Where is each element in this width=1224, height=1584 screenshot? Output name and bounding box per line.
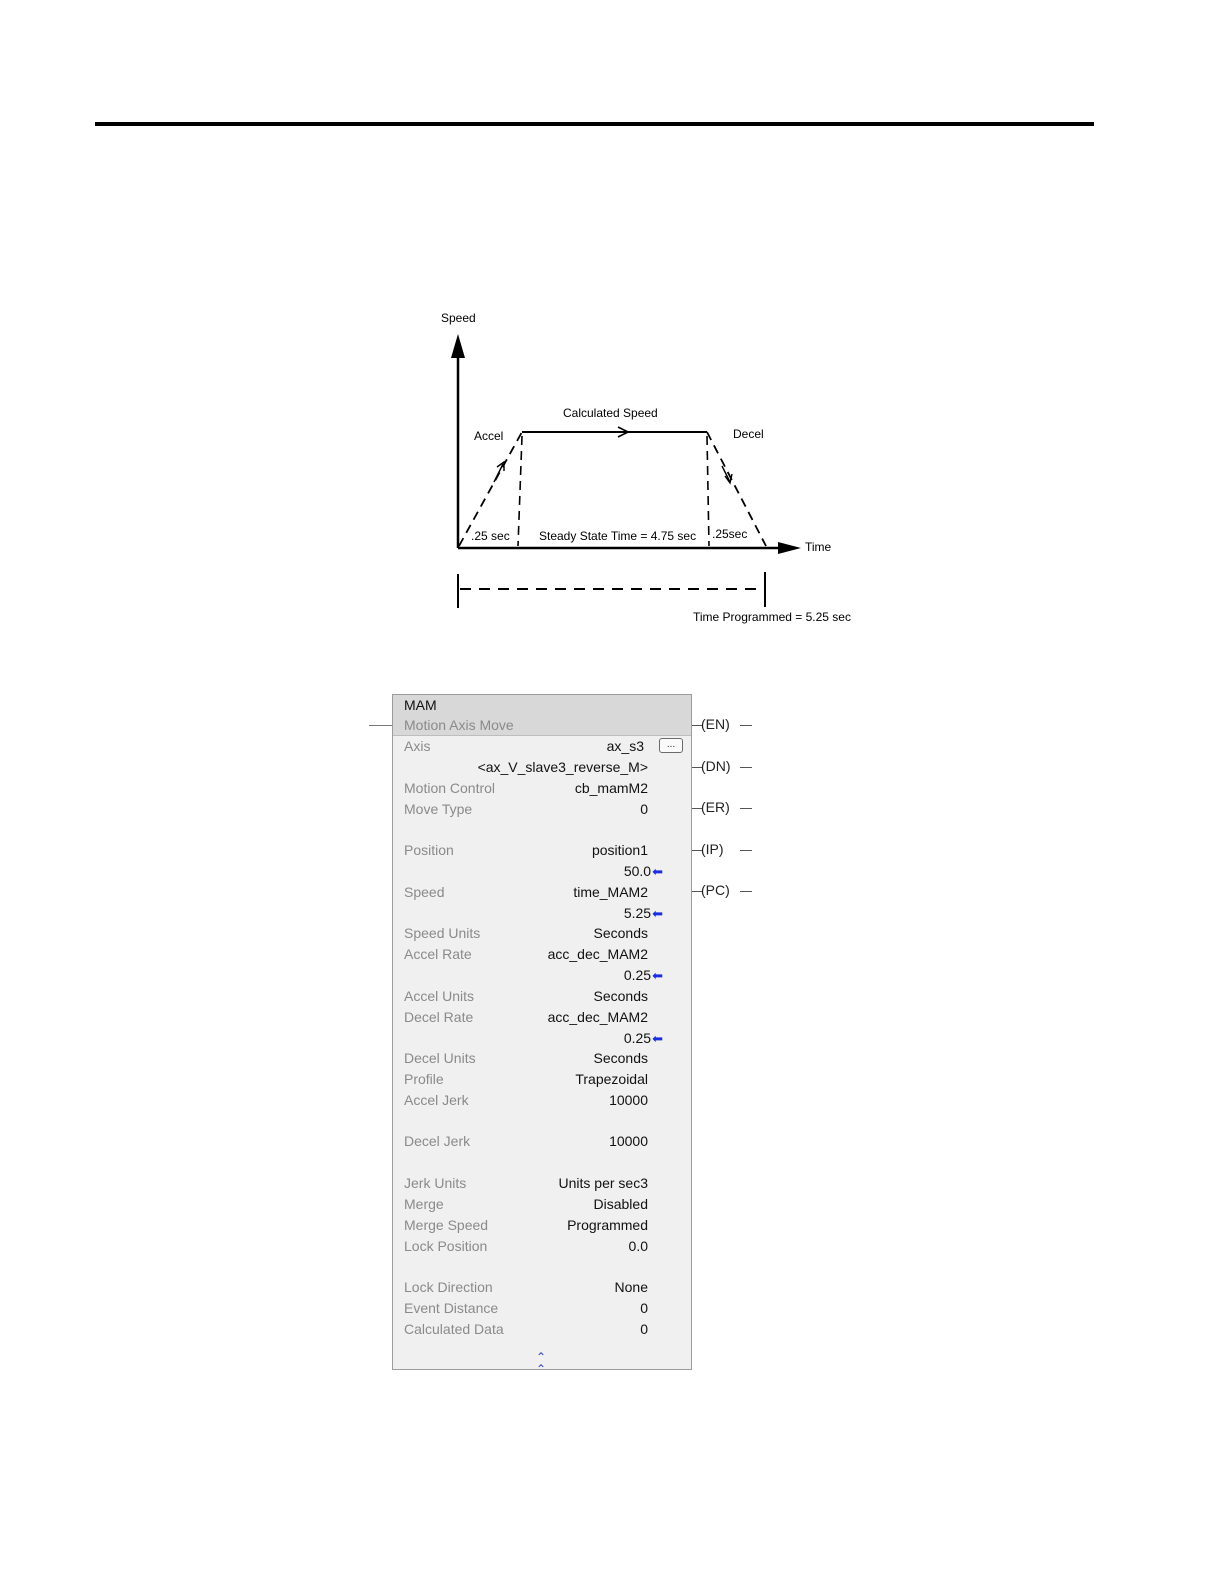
time-axis-arrowhead (778, 542, 801, 554)
coil-wire-right (740, 808, 752, 809)
coil-wire-right (740, 850, 752, 851)
param-value-accel-rate[interactable]: acc_dec_MAM2 (547, 946, 648, 962)
param-label-lock-direction: Lock Direction (404, 1279, 493, 1295)
calculated-speed-label: Calculated Speed (563, 406, 658, 420)
output-coil-er (692, 800, 752, 816)
output-coil-pc (692, 883, 752, 899)
param-label-position: Position (404, 842, 454, 858)
block-name: MAM (404, 697, 437, 713)
param-value-event-distance[interactable]: 0 (640, 1300, 648, 1316)
coil-name-en: EN (705, 716, 726, 732)
coil-label: (PC) (701, 882, 730, 898)
param-value-decel-jerk[interactable]: 10000 (609, 1133, 648, 1149)
output-coil-dn (692, 759, 752, 775)
decel-time-label: .25sec (712, 527, 748, 541)
coil-label: (DN) (701, 758, 731, 774)
param-value-decel-rate[interactable]: acc_dec_MAM2 (547, 1009, 648, 1025)
axis-browse-button[interactable]: ... (659, 738, 683, 753)
param-label-accel-jerk: Accel Jerk (404, 1092, 469, 1108)
double-chevron-up-icon[interactable]: ⌃ ⌃ (536, 1350, 547, 1376)
time-programmed-label: Time Programmed = 5.25 sec (693, 610, 851, 624)
output-coil-en (692, 717, 752, 733)
param-live-decel-rate (624, 1030, 663, 1047)
param-live-accel-rate (624, 967, 663, 984)
param-value-move-type[interactable]: 0 (640, 801, 648, 817)
block-header (393, 695, 691, 736)
coil-name-er: ER (705, 799, 726, 815)
coil-name-dn: DN (705, 758, 726, 774)
param-label-speed-units: Speed Units (404, 925, 481, 941)
param-value-axis-description: <ax_V_slave3_reverse_M> (477, 759, 648, 775)
mam-instruction-block[interactable] (392, 694, 692, 1376)
time-axis-label: Time (805, 540, 832, 554)
param-value-jerk-units[interactable]: Units per sec3 (558, 1175, 648, 1191)
param-value-decel-units[interactable]: Seconds (593, 1050, 648, 1066)
decel-start-marker (707, 436, 709, 546)
speed-profile-diagram (0, 0, 1224, 660)
live-value-speed: 5.25 (623, 905, 652, 921)
coil-label: (ER) (701, 799, 730, 815)
param-value-axis[interactable]: ax_s3 (606, 738, 644, 754)
param-value-lock-direction[interactable]: None (614, 1279, 648, 1295)
live-value-decel-rate: 0.25 (623, 1030, 652, 1046)
coil-wire-right (740, 767, 752, 768)
coil-name-ip: IP (705, 841, 719, 857)
param-label-accel-units: Accel Units (404, 988, 475, 1004)
param-label-move-type: Move Type (404, 801, 473, 817)
live-value-arrow-icon: ⬅ (652, 906, 663, 921)
param-label-lock-position: Lock Position (404, 1238, 488, 1254)
live-value-arrow-icon: ⬅ (652, 1031, 663, 1046)
param-label-accel-rate: Accel Rate (404, 946, 472, 962)
param-live-speed (624, 905, 663, 922)
live-value-accel-rate: 0.25 (623, 967, 652, 983)
param-value-lock-position[interactable]: 0.0 (628, 1238, 648, 1254)
param-label-event-distance: Event Distance (404, 1300, 499, 1316)
steady-state-label: Steady State Time = 4.75 sec (539, 529, 697, 543)
param-value-position[interactable]: position1 (591, 842, 648, 858)
param-value-profile[interactable]: Trapezoidal (575, 1071, 648, 1087)
speed-axis-label: Speed (441, 311, 476, 325)
accel-time-label: .25 sec (471, 529, 510, 543)
param-value-speed-units[interactable]: Seconds (593, 925, 648, 941)
param-label-axis: Axis (404, 738, 431, 754)
param-label-motion-control: Motion Control (404, 780, 496, 796)
param-label-calculated-data: Calculated Data (404, 1321, 504, 1337)
param-label-decel-jerk: Decel Jerk (404, 1133, 471, 1149)
live-value-arrow-icon: ⬅ (652, 864, 663, 879)
speed-axis-arrowhead (451, 334, 465, 358)
coil-label: (IP) (701, 841, 724, 857)
coil-name-pc: PC (705, 882, 726, 898)
output-coil-ip (692, 842, 752, 858)
param-value-motion-control[interactable]: cb_mamM2 (574, 780, 648, 796)
live-value-arrow-icon: ⬅ (652, 968, 663, 983)
param-label-jerk-units: Jerk Units (404, 1175, 467, 1191)
param-label-speed: Speed (404, 884, 445, 900)
coil-wire-right (740, 891, 752, 892)
param-value-accel-units[interactable]: Seconds (593, 988, 648, 1004)
param-label-merge: Merge (404, 1196, 444, 1212)
param-value-accel-jerk[interactable]: 10000 (609, 1092, 648, 1108)
coil-label: (EN) (701, 716, 730, 732)
param-value-merge-speed[interactable]: Programmed (567, 1217, 648, 1233)
accel-end-marker (518, 436, 522, 546)
param-value-speed[interactable]: time_MAM2 (573, 884, 648, 900)
coil-wire-right (740, 725, 752, 726)
decel-label: Decel (733, 427, 764, 441)
param-value-calculated-data[interactable]: 0 (640, 1321, 648, 1337)
param-live-position (624, 863, 663, 880)
param-label-decel-rate: Decel Rate (404, 1009, 474, 1025)
param-label-decel-units: Decel Units (404, 1050, 476, 1066)
accel-label: Accel (474, 429, 504, 443)
param-value-merge[interactable]: Disabled (593, 1196, 648, 1212)
block-description: Motion Axis Move (404, 717, 514, 733)
param-label-profile: Profile (404, 1071, 444, 1087)
rung-input-wire (369, 725, 392, 726)
param-label-merge-speed: Merge Speed (404, 1217, 489, 1233)
live-value-position: 50.0 (623, 863, 652, 879)
